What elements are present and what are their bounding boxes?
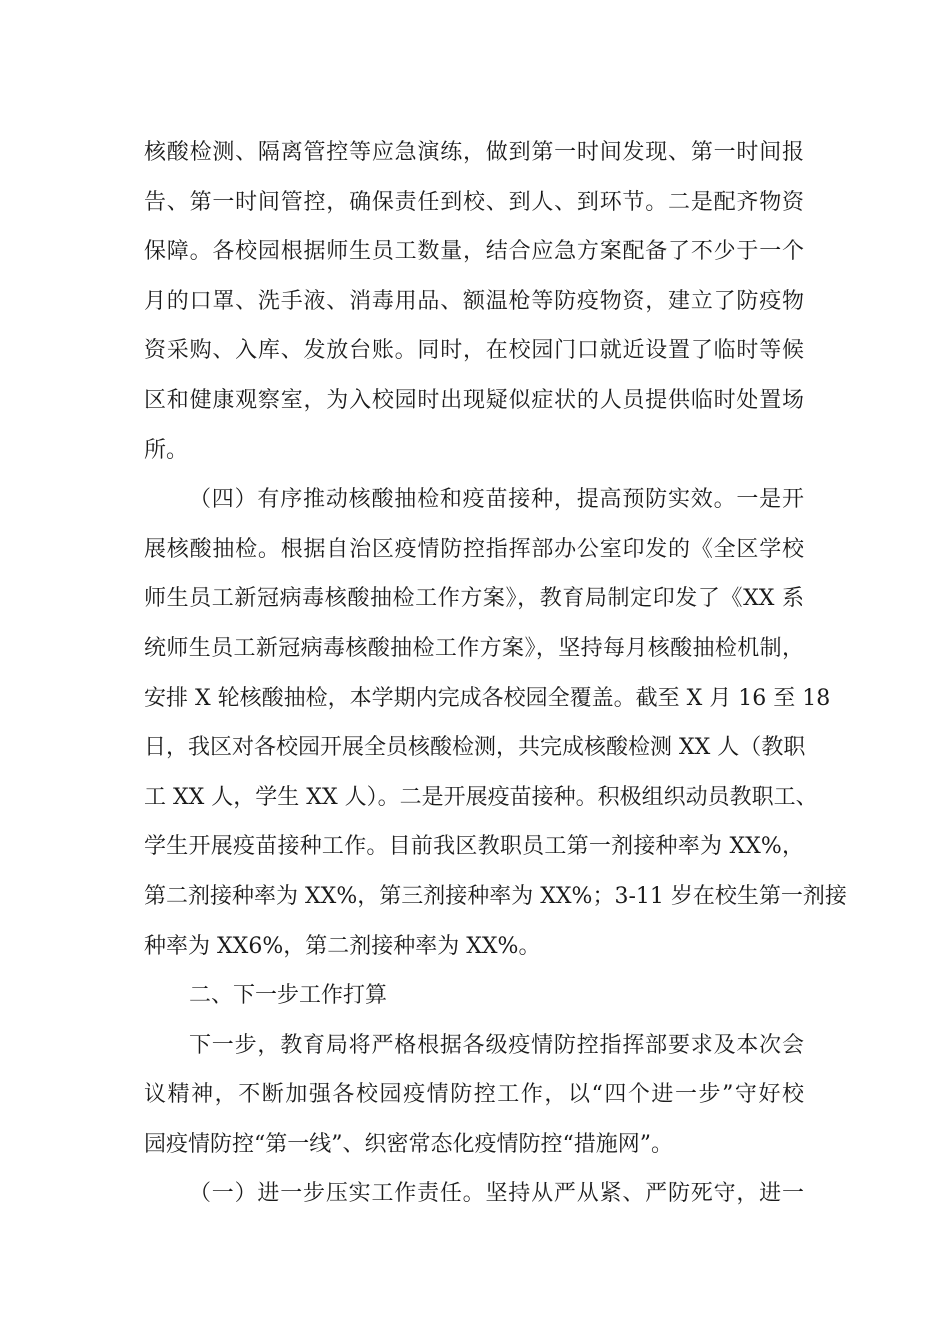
- section-heading: 二、下一步工作打算: [189, 983, 388, 1009]
- text-line: 园疫情防控“第一线”、织密常态化疫情防控“措施网”。: [144, 1131, 673, 1157]
- text-line: 工 XX 人，学生 XX 人）。二是开展疫苗接种。积极组织动员教职工、: [144, 784, 818, 810]
- text-line: 告、第一时间管控，确保责任到校、到人、到环节。二是配齐物资: [144, 189, 804, 215]
- document-body: [144, 128, 847, 1219]
- text-line: 种率为 XX6%，第二剂接种率为 XX%。: [144, 933, 541, 959]
- text-line: 区和健康观察室，为入校园时出现疑似症状的人员提供临时处置场: [144, 387, 804, 413]
- text-line: 统师生员工新冠病毒核酸抽检工作方案》，坚持每月核酸抽检机制，: [144, 635, 804, 661]
- text-line: 安排 X 轮核酸抽检，本学期内完成各校园全覆盖。截至 X 月 16 至 18: [144, 685, 831, 711]
- text-line: 第二剂接种率为 XX%，第三剂接种率为 XX%；3-11 岁在校生第一剂接: [144, 883, 847, 909]
- text-line: 日，我区对各校园开展全员核酸检测，共完成核酸检测 XX 人（教职: [144, 735, 806, 761]
- text-line: 核酸检测、隔离管控等应急演练，做到第一时间发现、第一时间报: [144, 140, 804, 165]
- text-line: 所。: [144, 437, 189, 463]
- subsection-heading-line: （一）进一步压实工作责任。坚持从严从紧、严防死守，进一: [189, 1181, 804, 1207]
- text-line: 学生开展疫苗接种工作。目前我区教职员工第一剂接种率为 XX%，: [144, 834, 804, 860]
- text-line: 展核酸抽检。根据自治区疫情防控指挥部办公室印发的《全区学校: [144, 536, 804, 562]
- text-line: 月的口罩、洗手液、消毒用品、额温枪等防疫物资，建立了防疫物: [144, 288, 804, 314]
- text-line: 议精神，不断加强各校园疫情防控工作，以“四个进一步”守好校: [144, 1082, 804, 1108]
- text-line: 师生员工新冠病毒核酸抽检工作方案》，教育局制定印发了《XX 系: [144, 586, 804, 612]
- text-line: 资采购、入库、发放台账。同时，在校园门口就近设置了临时等候: [144, 338, 804, 364]
- text-line: 下一步，教育局将严格根据各级疫情防控指挥部要求及本次会: [189, 1032, 804, 1058]
- section-heading-line: （四）有序推动核酸抽检和疫苗接种，提高预防实效。一是开: [189, 487, 804, 513]
- text-line: 保障。各校园根据师生员工数量，结合应急方案配备了不少于一个: [144, 239, 804, 265]
